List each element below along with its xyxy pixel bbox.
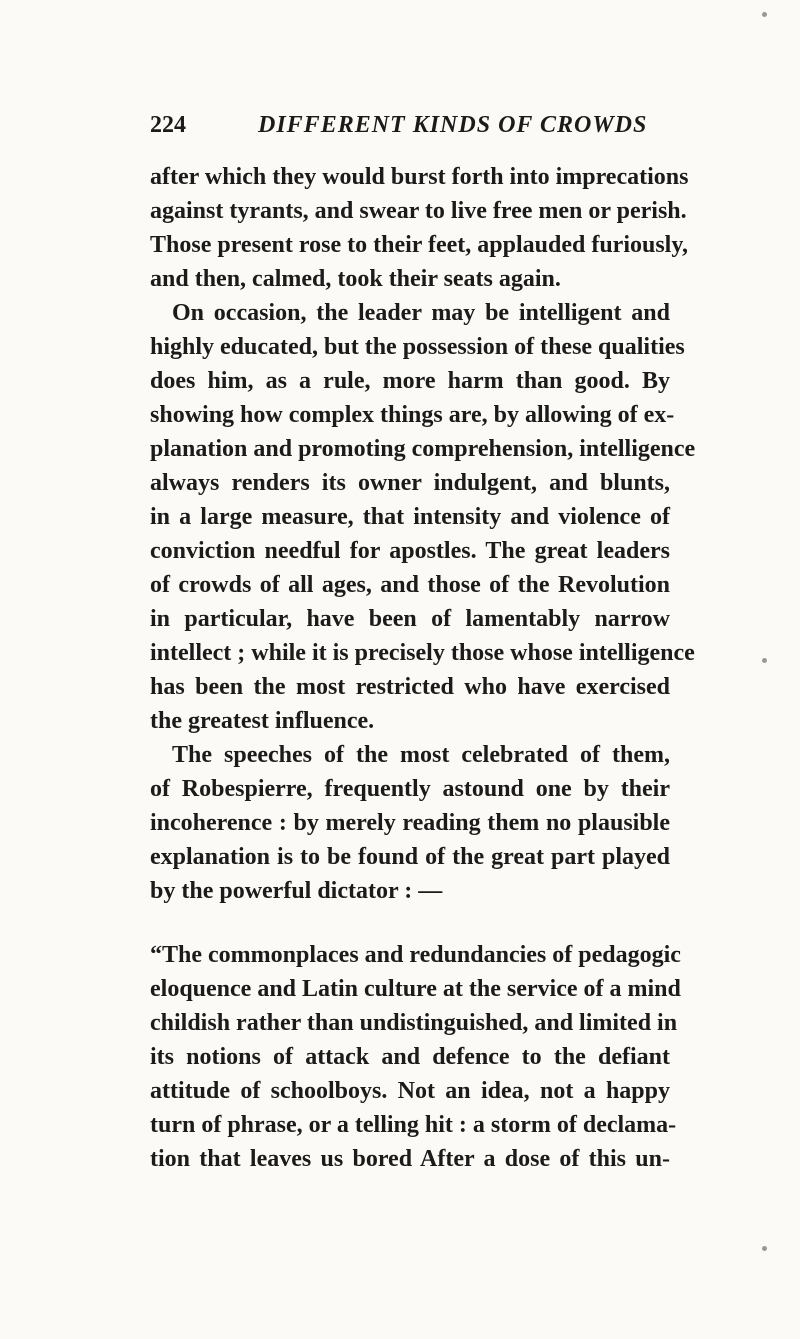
body-text (150, 160, 696, 1176)
text-line: childish rather than undistinguished, and limited in (150, 1010, 678, 1036)
text-line: tion that leaves us bored After a dose of this un- (150, 1146, 670, 1172)
text-line: intellect ; while it is precisely those whose intelligence (150, 640, 695, 666)
text-line: in particular, have been of lamentably narrow (150, 606, 670, 632)
text-line: of Robespierre, frequently astound one by their (150, 776, 670, 802)
text-line: of crowds of all ages, and those of the Revolution (150, 572, 670, 598)
text-line: Those present rose to their feet, applauded furiously, (150, 232, 689, 258)
scan-mark (762, 1246, 767, 1251)
text-line: explanation is to be found of the great part played (150, 844, 670, 870)
text-line: eloquence and Latin culture at the service of a mind (150, 976, 681, 1002)
paragraph (150, 160, 689, 296)
text-line: planation and promoting comprehension, intelligence (150, 436, 696, 462)
text-line: in a large measure, that intensity and violence of (150, 504, 670, 530)
text-line: against tyrants, and swear to live free men or perish. (150, 198, 687, 224)
page-header (150, 92, 670, 138)
text-line: On occasion, the leader may be intelligent and (172, 300, 670, 326)
text-line: its notions of attack and defence to the defiant (150, 1044, 670, 1070)
text-line: conviction needful for apostles. The great leaders (150, 538, 670, 564)
paragraph (150, 296, 696, 738)
text-line: attitude of schoolboys. Not an idea, not a happy (150, 1078, 670, 1104)
text-line: The speeches of the most celebrated of them, (172, 742, 670, 768)
running-head: DIFFERENT KINDS OF CROWDS (258, 112, 648, 138)
text-line: has been the most restricted who have exercised (150, 674, 670, 700)
text-line: highly educated, but the possession of these qualities (150, 334, 685, 360)
text-line: does him, as a rule, more harm than good. By (150, 368, 670, 394)
text-line: showing how complex things are, by allowing of ex- (150, 402, 675, 428)
quotation (150, 938, 681, 1176)
scan-mark (762, 658, 767, 663)
paragraph (150, 738, 670, 908)
scan-mark (762, 12, 767, 17)
text-line: the greatest influence. (150, 708, 375, 734)
page-number: 224 (150, 112, 186, 138)
text-line: after which they would burst forth into imprecations (150, 164, 689, 190)
text-line: incoherence : by merely reading them no plausible (150, 810, 670, 836)
text-line: by the powerful dictator : — (150, 878, 443, 904)
text-line: “The commonplaces and redundancies of pedagogic (150, 942, 681, 968)
text-line: and then, calmed, took their seats again. (150, 266, 561, 292)
text-line: always renders its owner indulgent, and blunts, (150, 470, 670, 496)
paragraph-gap (150, 908, 670, 938)
text-line: turn of phrase, or a telling hit : a storm of declama- (150, 1112, 677, 1138)
